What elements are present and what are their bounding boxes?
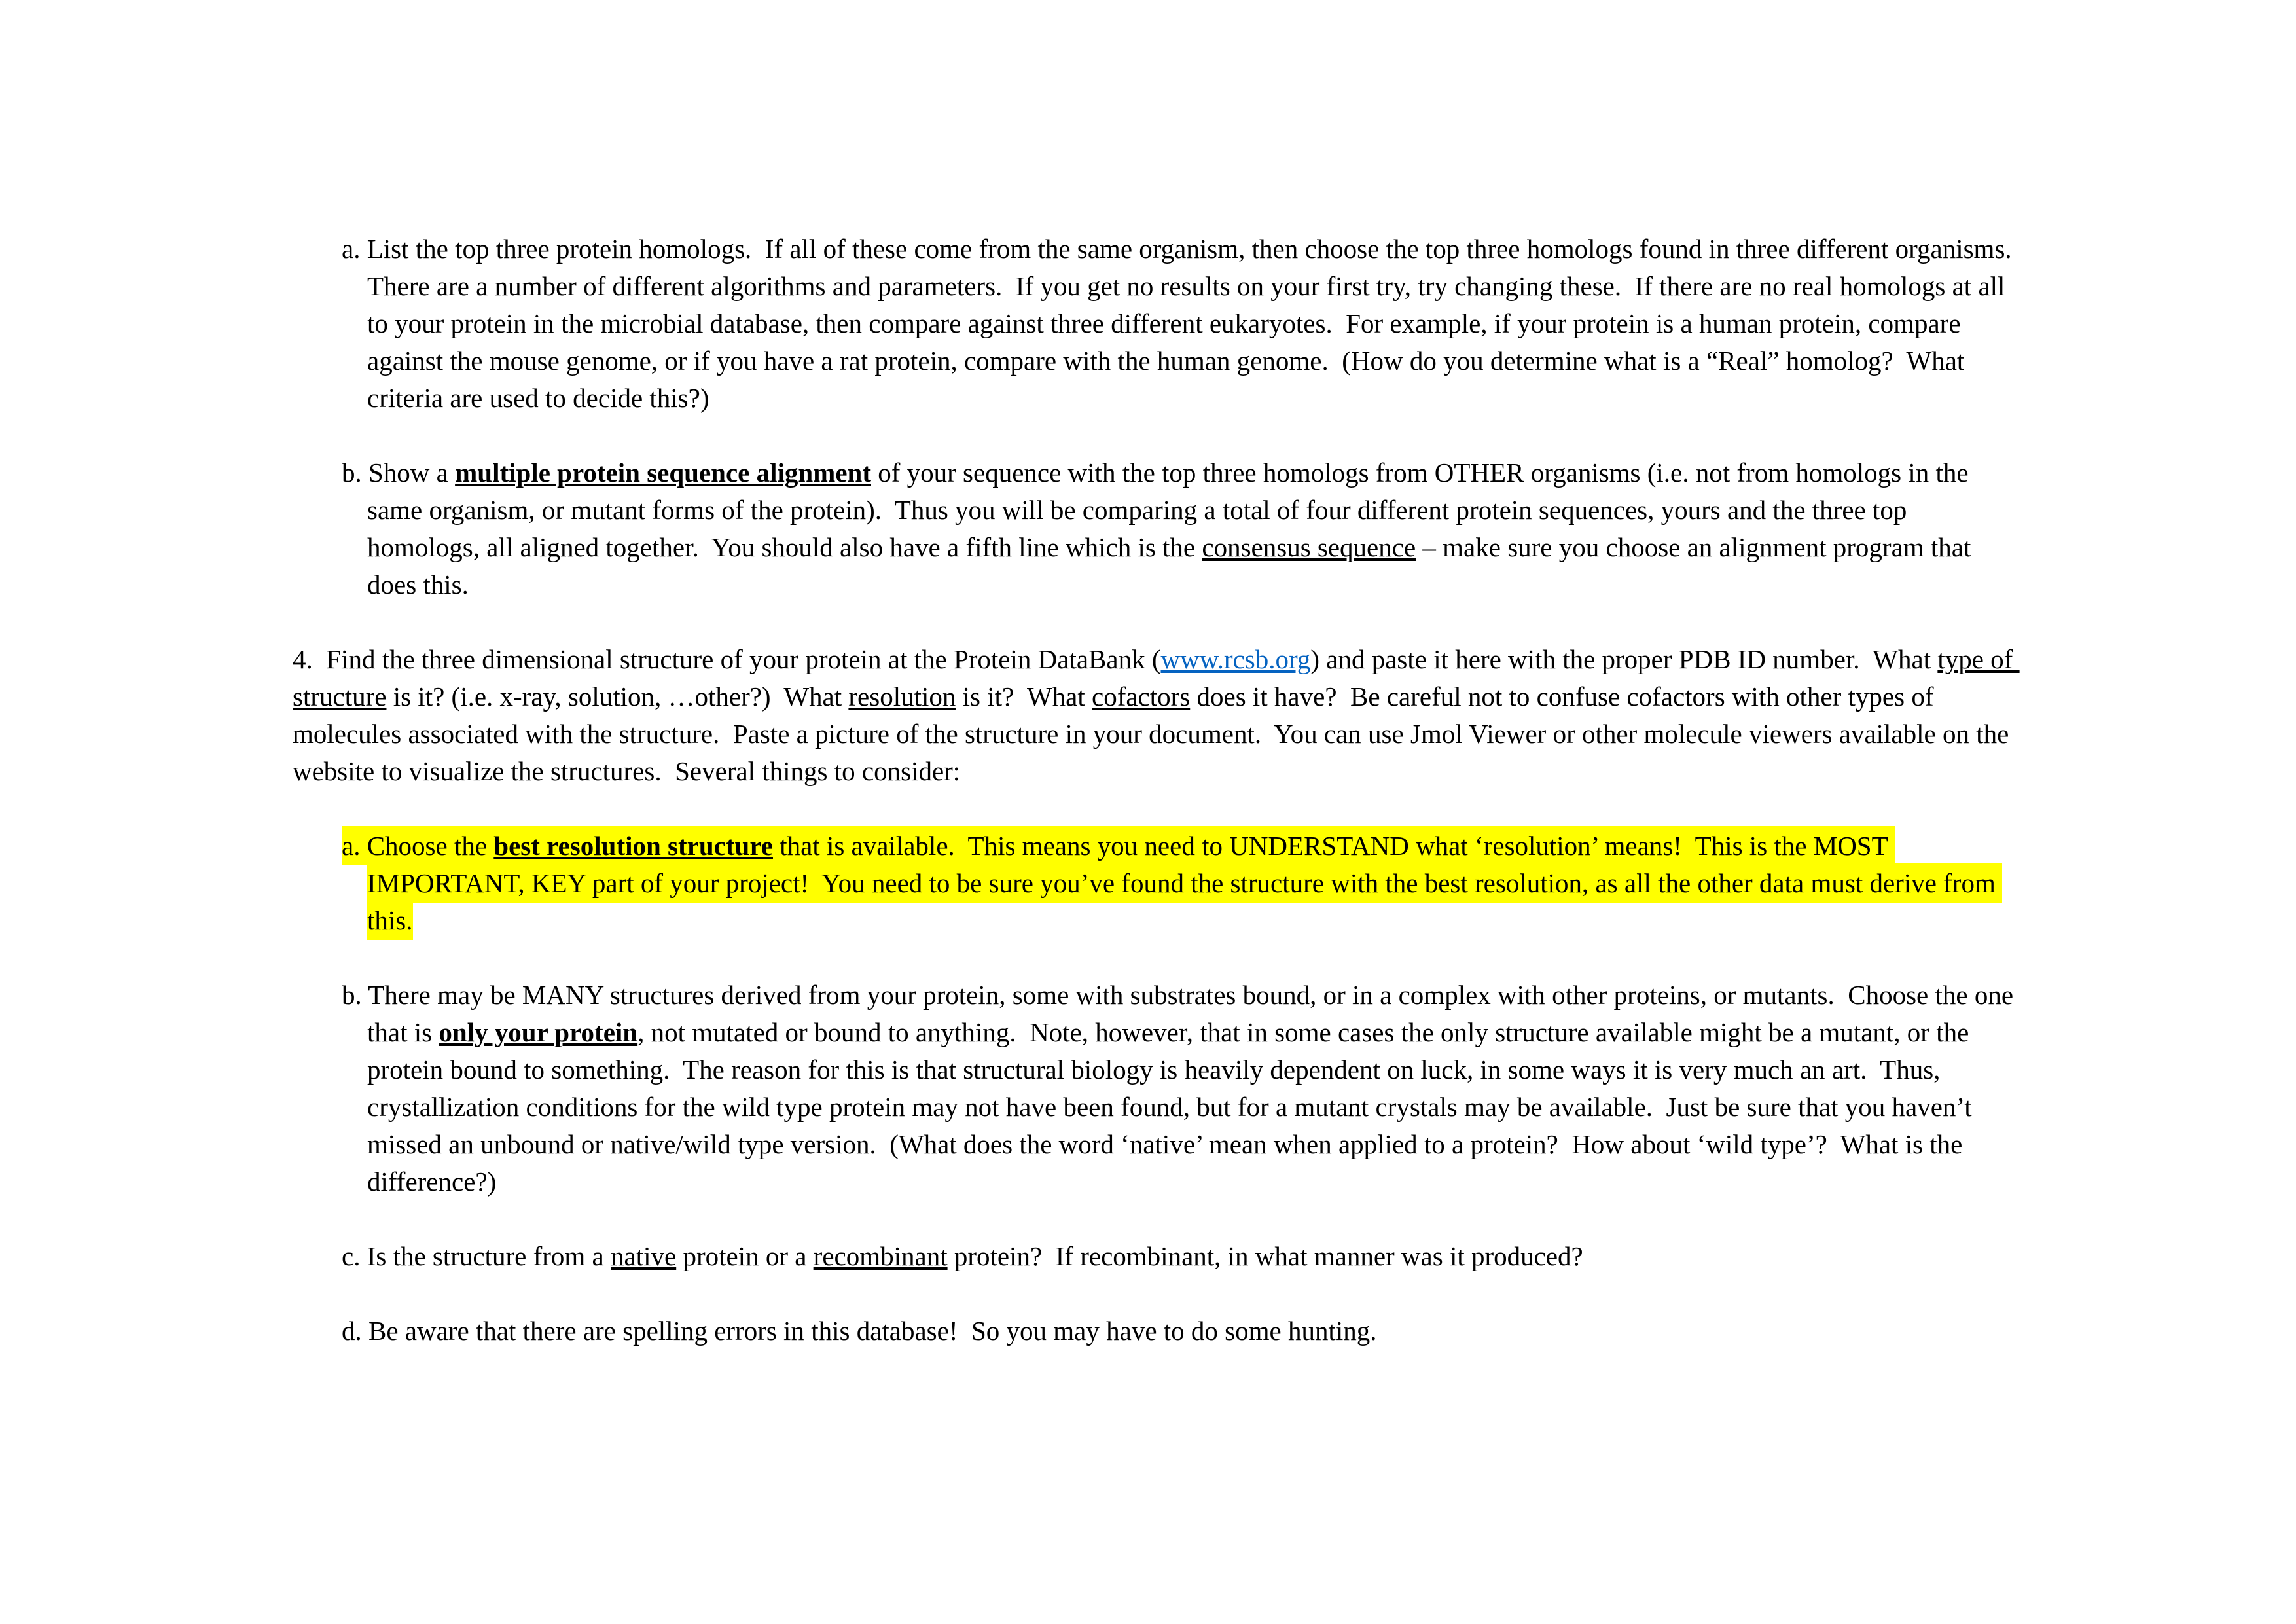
list-item-4c-native-recombinant [293,1238,2022,1275]
text-run: Be aware that there are spelling errors in this database! So you may have to do some hunting. [368,1316,1377,1346]
list-item-4b-only-your-protein [293,977,2022,1200]
text-run: 4. Find the three dimensional structure of your protein at the Protein DataBank ( [293,644,1161,674]
list-label: b. [342,980,368,1010]
rcsb-org-link[interactable]: www.rcsb.org [1160,644,1311,674]
list-label: a. [342,234,367,264]
text-run-underline: cofactors [1092,681,1191,712]
text-run-underline: recombinant [813,1241,948,1271]
text-run-underline: native [611,1241,677,1271]
list-label: b. [342,458,368,488]
list-label: c. [342,1241,367,1271]
text-run: List the top three protein homologs. If all of these come from the same organism, then choose the top three homologs found in three different organisms. There are a number of different algorithms and parameters. If you get no results on your first try, try changing these. If there are no real homologs at all to your protein in the microbial database, then compare against three different eukaryotes. For example, if your protein is a human protein, compare against the mouse genome, or if you have a rat protein, compare with the human genome. (How do you determine what is a “Real” homolog? What criteria are used to decide this?) [367,234,2032,413]
text-run: ) and paste it here with the proper PDB ID number. What [1310,644,1938,674]
paragraph-4-pdb-structure [293,641,2022,790]
text-run-highlighted: that is available. This means you need to UNDERSTAND what ‘resolution’ means! This is the MOST IMPORTANT, KEY part of your project! You need to be sure you’ve found the structure with the best resolution, as all the other data must derive from this. [367,826,2002,940]
text-run: of your sequence with the top three homologs from OTHER organisms (i.e. not from homologs in the same organism, or mutant forms of the protein). Thus you will be comparing a total of four different protein sequences, yours and the three top homologs, all aligned together. You should also have a fifth line which is the [367,458,1975,562]
text-run: Show a [368,458,456,488]
text-run-bold-underline: multiple protein sequence alignment [455,458,871,488]
text-run: Is the structure from a [367,1241,611,1271]
list-label: d. [342,1316,368,1346]
text-run-underline: type of structure [293,644,2020,712]
list-item-3b-alignment [293,454,2022,604]
list-label: a. [342,826,367,865]
text-run-underline: resolution [848,681,956,712]
list-item-4a-best-resolution-highlighted [293,827,2022,939]
list-item-3a-homologs [293,230,2032,417]
text-run-highlighted: Choose the [367,826,494,865]
text-run: – make sure you choose an alignment program that does this. [367,532,1978,600]
text-run-bold-underline-highlighted: best resolution structure [493,826,773,865]
text-run: There may be MANY structures derived from your protein, some with substrates bound, or in a complex with other proteins, or mutants. Choose the one that is [367,980,2020,1047]
text-run: protein? If recombinant, in what manner was it produced? [947,1241,1583,1271]
text-run: , not mutated or bound to anything. Note, however, that in some cases the only structure available might be a mutant, or the protein bound to something. The reason for this is that structural biology is heavily dependent on luck, in some ways it is very much an art. Thus, crystallization conditions for the wild type protein may not have been found, but for a mutant crystals may be available. Just be sure that you haven’t missed an unbound or native/wild type version. (What does the word ‘native’ mean when applied to a protein? How about ‘wild type’? What is the difference?) [367,1017,1979,1197]
text-run-bold-underline: only your protein [439,1017,638,1047]
list-item-4d-spelling-errors [293,1312,2022,1350]
text-run-underline: consensus sequence [1202,532,1416,562]
text-run: is it? What [956,681,1092,712]
text-run: is it? (i.e. x-ray, solution, …other?) What [386,681,849,712]
text-run: protein or a [676,1241,814,1271]
text-run: does it have? Be careful not to confuse cofactors with other types of molecules associated with the structure. Paste a picture of the structure in your document. You can use Jmol Viewer or other molecule viewers available on the website to visualize the structures. Several things to consider: [293,681,2016,786]
